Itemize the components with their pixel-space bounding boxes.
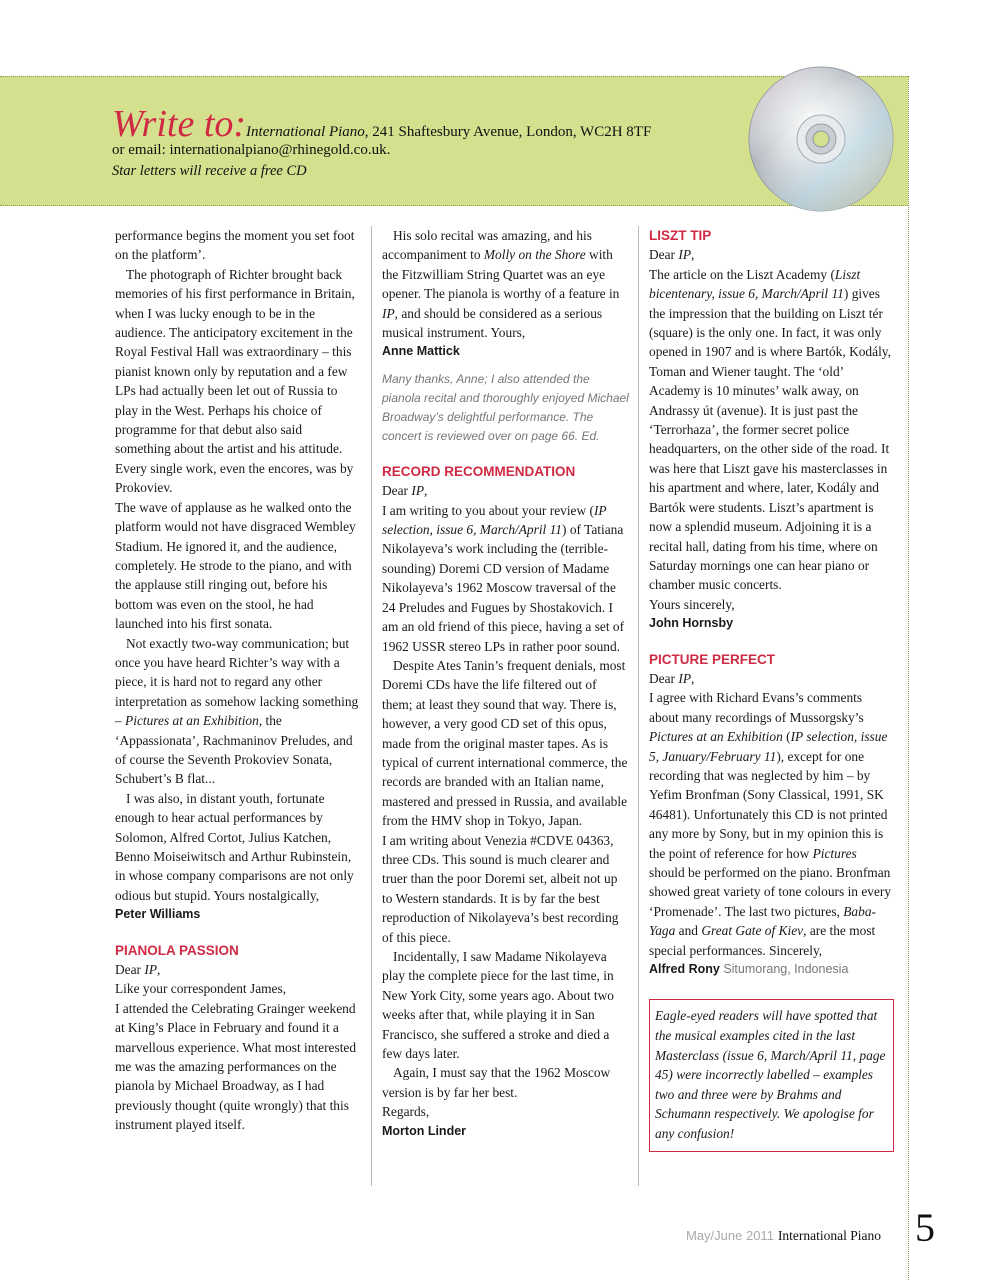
page-footer [686, 1227, 881, 1245]
closing: Yours sincerely, [649, 596, 735, 612]
letter-signature: John Hornsby [649, 616, 734, 631]
letter-signature: Alfred Rony Situmorang, Indonesia [649, 962, 849, 977]
salutation: Dear IP, [382, 483, 428, 499]
body-paragraph: I attended the Celebrating Grainger weekend at King’s Place in February and found it a marvellous experience. What most interested me was the amazing performances on the pianola by Michael Broadway, as I had previously thought (quite wrongly) that this instrument played itself. [115, 1000, 357, 1133]
issue-date: May/June 2011 [686, 1228, 774, 1243]
body-paragraph: Like your correspondent James, [115, 981, 287, 997]
signature-location: Situmorang, Indonesia [719, 962, 849, 977]
body-paragraph: I agree with Richard Evans’s comments about many recordings of Mussorgsky’s Pictures at an Exhibition (IP selection, issue 5, January/February 11), except for one recording that was neglected by him – by Yefim Bronfman (Sony Classical, 1991, SK 46481). Unfortunately this CD is not printed any more by Sony, but in my opinion this is the point of reference for how Pictures should be performed on the piano. Bronfman showed great variety of tone colours in every ‘Promenade’. The last two pictures, Baba-Yaga and Great Gate of Kiev, are the most special performances. Sincerely, [649, 690, 892, 958]
section-heading: PIANOLA PASSION [115, 942, 239, 958]
body-paragraph: The wave of applause as he walked onto the platform would not have disgraced Wembley Stadium. He ignored it, and the audience, completely. He strode to the piano, and with the applause still ringing out, before his bottom was even on the stool, he had launched into his first sonata. [115, 499, 356, 632]
body-paragraph: I am writing to you about your review (IP selection, issue 6, March/April 11) of Tatiana Nikolayeva’s work including the (terrible-sounding) Doremi CD version of Madame Nikolayeva’s 1962 Moscow traversal of the 24 Preludes and Fugues by Shostakovich. I am an old friend of this piece, having a set of 1962 USSR stereo LPs in rather poor sound. [382, 502, 625, 654]
salutation: Dear IP, [115, 962, 161, 978]
body-paragraph: Despite Ates Tanin’s frequent denials, most Doremi CDs have the life filtered out of them; at least they sound that way. There is, however, a very good CD set of this opus, made from the original master tapes. As is typical of current international commerce, the records are branded with an Italian name, mastered and pressed in Russia, and available from the HMV shop in Tokyo, Japan. [382, 657, 628, 829]
column-right [649, 226, 894, 1152]
body-paragraph: I am writing about Venezia #CDVE 04363, three CDs. This sound is much clearer and truer than the poor Doremi set, albeit not up to Western standards. It is by far the best reproduction of Nikolayeva’s best recording of this piece. [382, 832, 619, 945]
page-number: 5 [915, 1205, 935, 1250]
cd-disc-icon [746, 64, 896, 219]
body-paragraph: The photograph of Richter brought back memories of his first performance in Britain, when I was lucky enough to be in the audience. The anticipatory excitement in the Royal Festival Hall was extraordinary – this pianist known only by reputation and a few LPs had actually been let out of Russia to play in the West. Perhaps his choice of programme for that debut also said something about the artist and his attitude. Every single work, even the encores, was by Prokoviev. [115, 266, 355, 496]
body-paragraph: Incidentally, I saw Madame Nikolayeva play the complete piece for the last time, in New York City, some years ago. About two weeks after that, while playing it in San Francisco, she suffered a stroke and died a few days later. [382, 949, 614, 1062]
postal-address: International Piano, 241 Shaftesbury Avenue, London, WC2H 8TF [246, 124, 652, 140]
letter-signature: Peter Williams [115, 907, 201, 922]
body-paragraph: performance begins the moment you set foot on the platform’. [115, 228, 355, 263]
body-paragraph: Again, I must say that the 1962 Moscow version is by far her best. [382, 1065, 611, 1100]
letter-signature: Anne Mattick [382, 344, 460, 359]
letter-signature: Morton Linder [382, 1123, 467, 1138]
correction-box: Eagle-eyed readers will have spotted that the musical examples cited in the last Masterclass (issue 6, March/April 11, page 45) were incorrectly labelled – examples two and three were by Brahms and Schumann respectively. We apologise for any confusion! [649, 999, 894, 1151]
salutation: Dear IP, [649, 247, 695, 263]
write-to-title: Write to: [112, 103, 247, 145]
page-edge-dotted-rule [908, 76, 909, 1280]
section-heading: LISZT TIP [649, 228, 712, 243]
body-paragraph: The article on the Liszt Academy (Liszt bicentenary, issue 6, March/April 11) gives the impression that the building on Liszt tér (square) is the only one. In fact, it was only opened in 1907 and is where Bartók, Kodály, Toman and Wiener taught. The ‘old’ Academy is 10 minutes’ walk away, on Andrassy út (avenue). It is just past the ‘Terrorhaza’, the former secret police headquarters, on the other side of the road. It was here that Liszt gave his masterclasses in his apartment and where, later, Kodály and Bartók were students. Liszt’s apartment is now a splendid museum. Adjoining it is a recital hall, dating from his time, where on Saturday mornings one can hear piano or chamber music concerts. [649, 266, 891, 593]
section-heading: RECORD RECOMMENDATION [382, 463, 576, 479]
closing: Regards, [382, 1104, 430, 1120]
star-letter-note: Star letters will receive a free CD [112, 163, 307, 179]
salutation: Dear IP, [649, 670, 695, 686]
section-heading: PICTURE PERFECT [649, 651, 776, 667]
editor-reply: Many thanks, Anne; I also attended the pianola recital and thoroughly enjoyed Michael Broadway’s delightful performance. The concert is reviewed over on page 66. Ed. [382, 371, 629, 443]
column-divider [638, 226, 639, 1186]
body-paragraph: His solo recital was amazing, and his accompaniment to Molly on the Shore with the Fitzwilliam String Quartet was an eye opener. The pianola is worthy of a feature in IP, and should be considered as a serious musical instrument. Yours, [382, 228, 620, 341]
column-left [115, 226, 360, 1135]
column-divider [371, 226, 372, 1186]
column-middle [382, 226, 630, 1141]
email-line: or email: internationalpiano@rhinegold.co.uk. [112, 142, 391, 158]
footer-publication: International Piano [777, 1228, 882, 1243]
body-paragraph: Not exactly two-way communication; but once you have heard Richter’s way with a piece, it is hard not to regard any other interpretation as somehow lacking something – Pictures at an Exhibition, the ‘Appassionata’, Rachmaninov Preludes, and of course the Seventh Prokoviev Sonata, Schubert’s B flat... [115, 635, 359, 787]
body-paragraph: I was also, in distant youth, fortunate enough to hear actual performances by Solomon, Alfred Cortot, Julius Katchen, Benno Moiseiwitsch and Arthur Rubinstein, in whose company comparisons are not only odious but stupid. Yours nostalgically, [115, 790, 354, 903]
write-to-heading [112, 102, 651, 146]
